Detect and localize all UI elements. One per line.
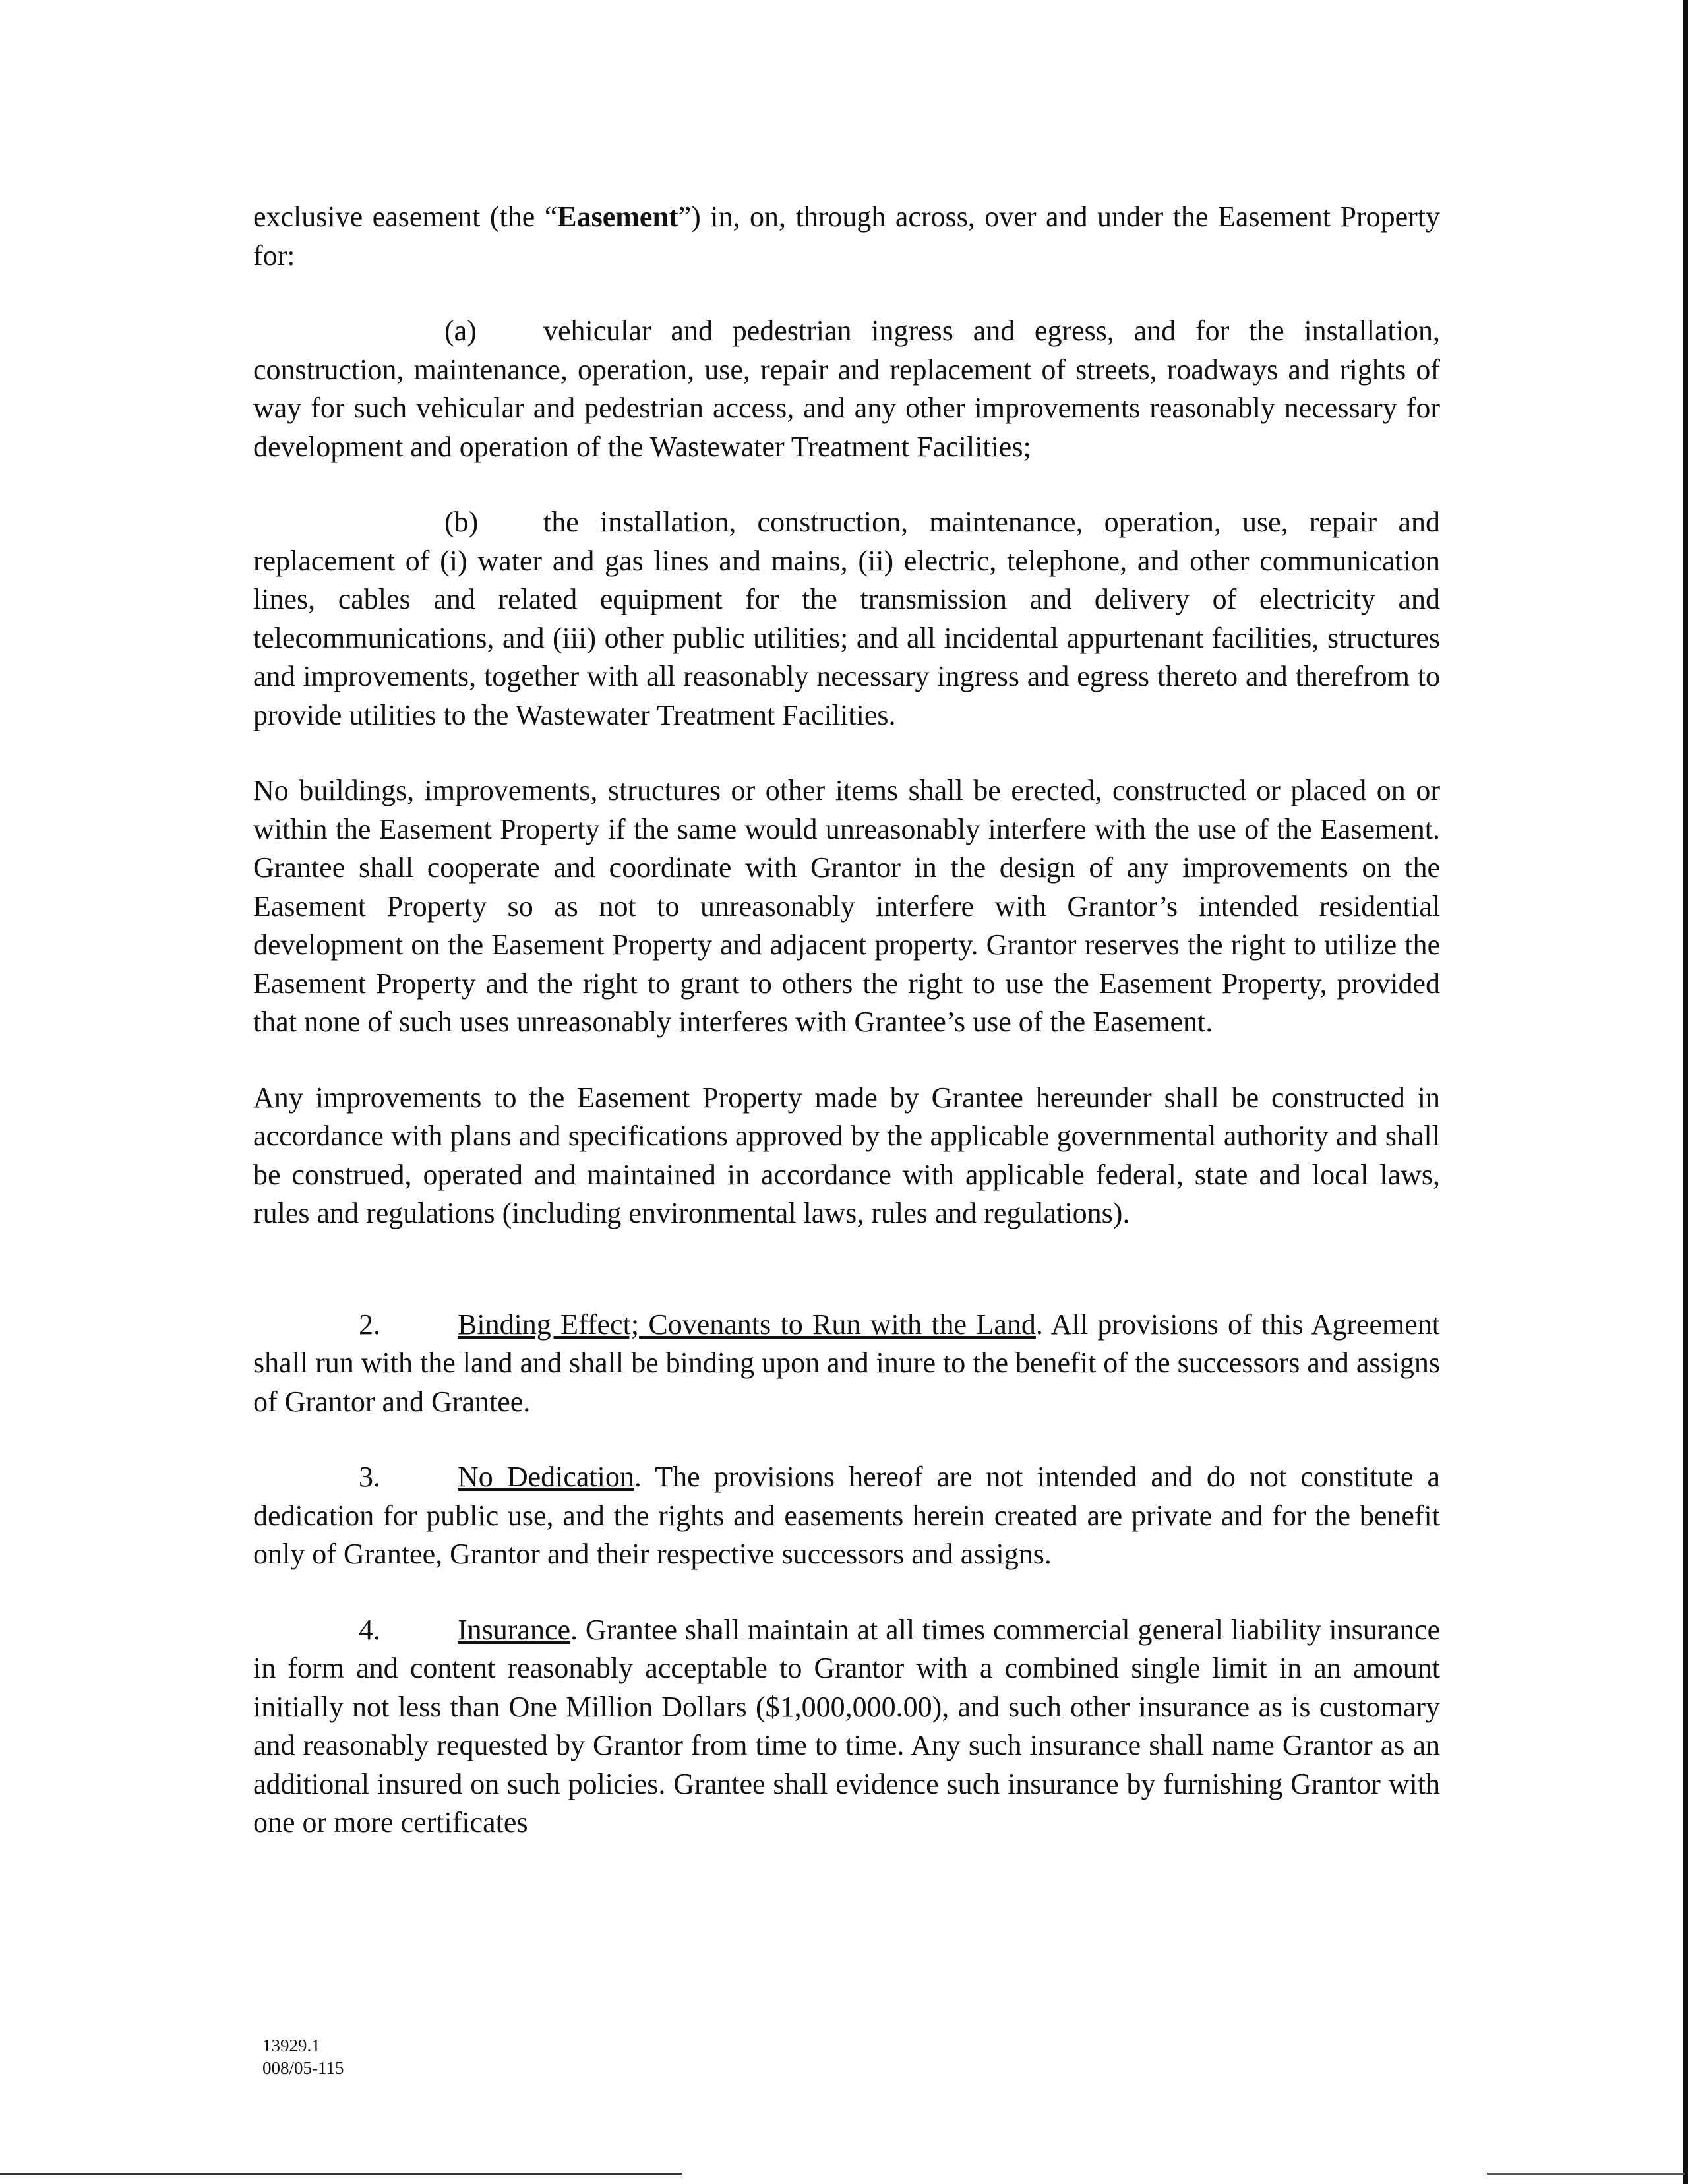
section-3 — [253, 1458, 1440, 1574]
document-number: 13929.1 — [262, 2036, 320, 2055]
section-2-heading: Binding Effect; Covenants to Run with the Land — [458, 1308, 1036, 1341]
section-4-number: 4. — [359, 1613, 380, 1646]
clause-a-label: (a) — [444, 315, 477, 347]
intro-text-end: ”) in, on, through across, over and under the Easement Property for: — [253, 200, 1440, 272]
clause-b-text: the installation, construction, maintenance, operation, use, repair and replacement of (i) water and gas lines and mains, (ii) electric, telephone, and other communication lines, cables and related equipment for the transmission and delivery of electricity and telecommunications, and (iii) other public utilities; and all incidental appurtenant facilities, structures and improvements, together with all reasonably necessary ingress and egress thereto and therefrom to provide utilities to the Wastewater Treatment Facilities. — [253, 506, 1440, 731]
clause-a — [253, 312, 1440, 466]
improvements-paragraph: Any improvements to the Easement Property made by Grantee hereunder shall be constructed in accordance with plans and specifications approved by the applicable governmental authority and shall be construed, operated and maintained in accordance with applicable federal, state and local laws, rules and regulations (including environmental laws, rules and regulations). — [253, 1081, 1440, 1229]
clause-b — [253, 503, 1440, 735]
page-edge — [1683, 0, 1688, 2184]
no-buildings-paragraph: No buildings, improvements, structures or other items shall be erected, constructed or placed on or within the Easement Property if the same would unreasonably interfere with the use of the Easement. Grantee shall cooperate and coordinate with Grantor in the design of any improvements on the Easement Property so as not to unreasonably interfere with Grantor’s intended residential development on the Easement Property and adjacent property. Grantor reserves the right to utilize the Easement Property and the right to grant to others the right to use the Easement Property, provided that none of such uses unreasonably interferes with Grantee’s use of the Easement. — [253, 774, 1440, 1038]
section-4 — [253, 1611, 1440, 1842]
section-3-number: 3. — [359, 1461, 380, 1493]
section-2-number: 2. — [359, 1308, 380, 1341]
clause-a-text: vehicular and pedestrian ingress and egress, and for the installation, construction, maintenance, operation, use, repair and replacement of streets, roadways and rights of way for such vehicular and pedestrian access, and any other improvements reasonably necessary for development and operation of the Wastewater Treatment Facilities; — [253, 315, 1440, 463]
clause-b-label: (b) — [444, 506, 479, 538]
section-4-heading: Insurance — [458, 1613, 571, 1646]
footer — [262, 2034, 344, 2079]
intro-text-start: exclusive easement (the “ — [253, 200, 558, 233]
section-2 — [253, 1306, 1440, 1422]
document-page — [253, 198, 1440, 1842]
section-2-text: . All provisions of this Agreement shall run with the land and shall be binding upon and inure to the benefit of the successors and assigns of Grantor and Grantee. — [253, 1308, 1441, 1418]
bottom-rule — [0, 2173, 682, 2175]
section-4-text: . Grantee shall maintain at all times commercial general liability insurance in form and content reasonably acceptable to Grantor with a combined single limit in an amount initially not less than One Million Dollars ($1,000,000.00), and such other insurance as is customary and reasonably requested by Grantor from time to time. Any such insurance shall name Grantor as an additional insured on such policies. Grantee shall evidence such insurance by furnishing Grantor with one or more certificates — [253, 1613, 1440, 1838]
section-3-heading: No Dedication — [458, 1461, 634, 1493]
section-3-text: . The provisions hereof are not intended and do not constitute a dedication for public use, and the rights and easements herein created are private and for the benefit only of Grantee, Grantor and their respective successors and assigns. — [253, 1461, 1440, 1570]
intro-paragraph — [253, 198, 1440, 275]
easement-defined-term: Easement — [557, 200, 678, 233]
matter-number: 008/05-115 — [262, 2058, 344, 2078]
bottom-rule-right — [1487, 2173, 1685, 2175]
